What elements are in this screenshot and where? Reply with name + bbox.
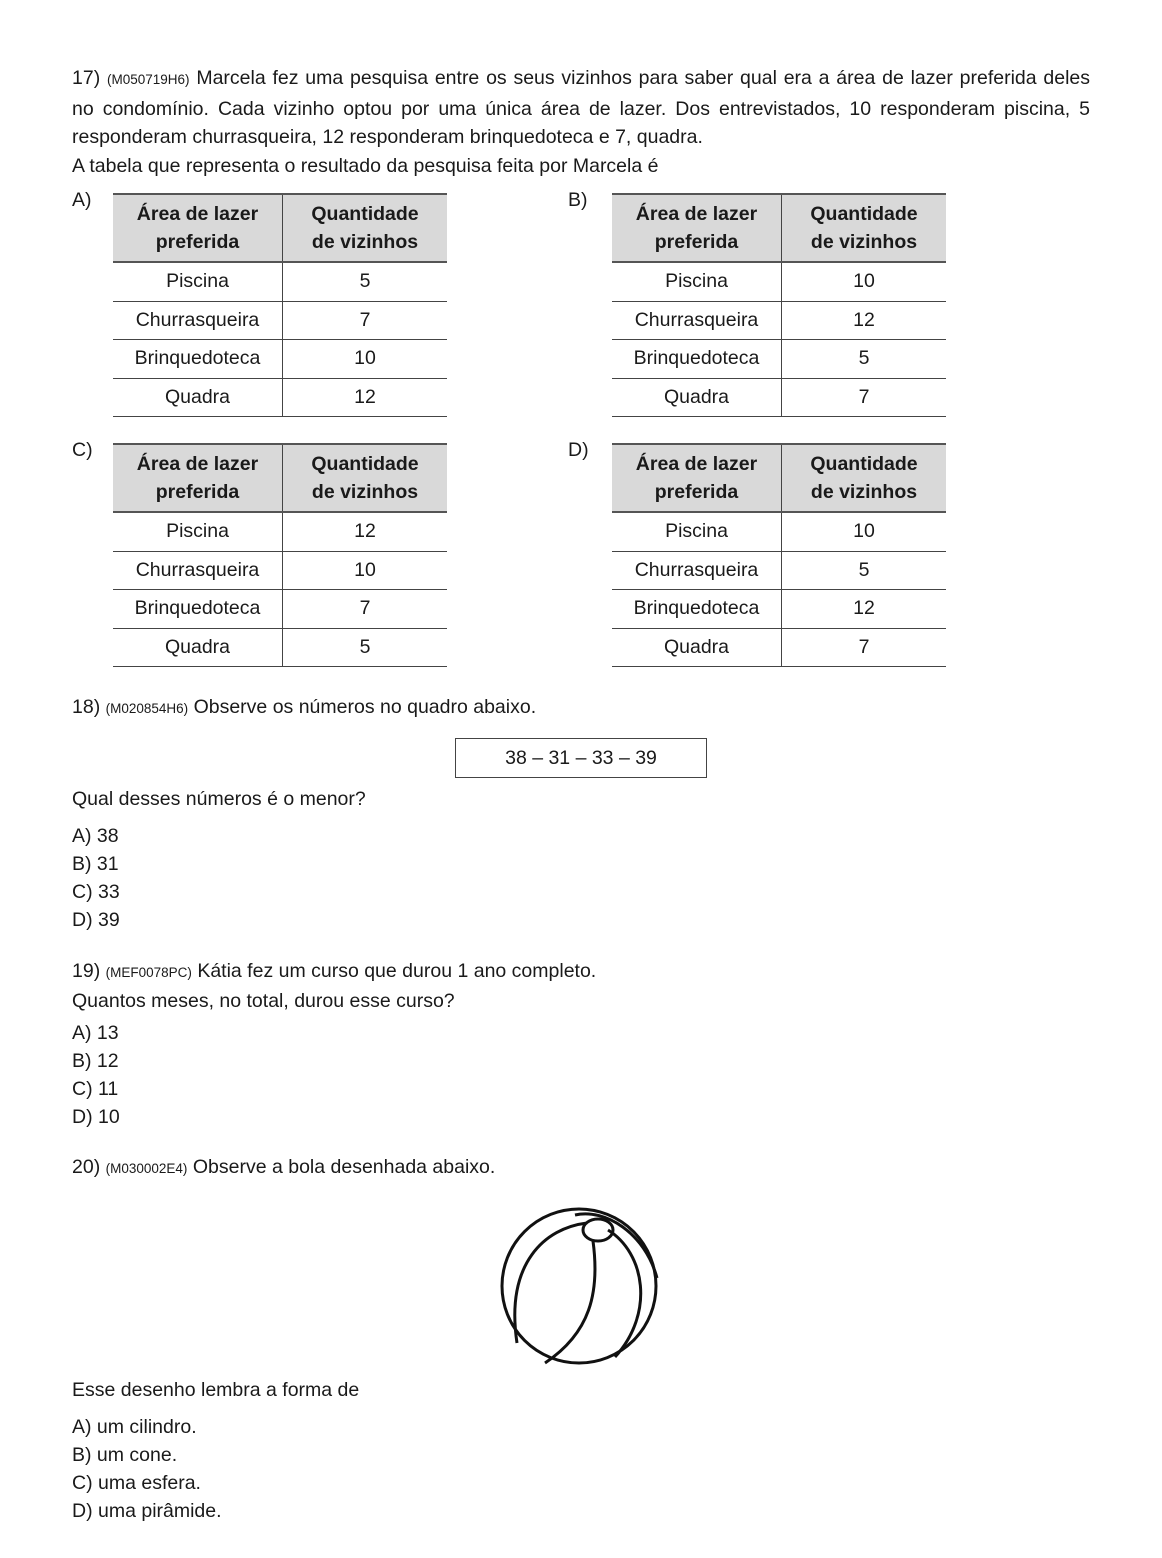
table-cell: 5 <box>283 628 448 667</box>
table-header <box>612 194 946 262</box>
column-header: Quantidade de vizinhos <box>782 444 947 512</box>
question-code: (MEF0078PC) <box>105 965 192 980</box>
question-text: Observe a bola desenhada abaixo. <box>192 1156 496 1178</box>
table-cell: Churrasqueira <box>113 301 283 340</box>
table-cell: Brinquedoteca <box>612 340 782 379</box>
table-cell: 7 <box>283 301 448 340</box>
option-d[interactable]: D) 10 <box>72 1106 120 1128</box>
table-cell: Quadra <box>113 628 283 667</box>
table-cell: 5 <box>782 340 947 379</box>
table-cell: 12 <box>283 512 448 551</box>
table-row <box>113 512 447 551</box>
table-cell: Brinquedoteca <box>113 590 283 629</box>
q19-statement <box>72 957 596 1015</box>
table-cell: 10 <box>782 262 947 301</box>
option-table <box>612 193 946 417</box>
option-c[interactable]: C) 11 <box>72 1078 119 1100</box>
table-cell: 5 <box>782 551 947 590</box>
table-header <box>113 444 447 512</box>
table-row <box>113 628 447 667</box>
table-row <box>612 590 946 629</box>
table-row <box>113 590 447 629</box>
question-number: 20) <box>72 1156 101 1178</box>
option-label[interactable]: C) <box>72 439 93 461</box>
table-cell: 10 <box>782 512 947 551</box>
column-header: Área de lazer preferida <box>113 194 283 262</box>
option-a[interactable]: A) um cilindro. <box>72 1416 197 1438</box>
table-cell: Quadra <box>612 378 782 417</box>
table-row <box>113 301 447 340</box>
question-prompt: A tabela que representa o resultado da pesquisa feita por Marcela é <box>72 154 659 177</box>
option-b[interactable]: B) 31 <box>72 853 119 875</box>
q18-statement <box>72 696 536 719</box>
table-cell: 7 <box>782 628 947 667</box>
table-cell: Piscina <box>612 262 782 301</box>
table-cell: 12 <box>782 301 947 340</box>
table-header <box>612 444 946 512</box>
table-row <box>612 551 946 590</box>
q19-options <box>72 1019 120 1131</box>
table-cell: Churrasqueira <box>113 551 283 590</box>
option-c[interactable]: C) 33 <box>72 881 120 903</box>
option-table <box>612 443 946 667</box>
option-a[interactable]: A) 13 <box>72 1022 119 1044</box>
table-row <box>612 378 946 417</box>
table-cell: Brinquedoteca <box>612 590 782 629</box>
question-code: (M030002E4) <box>105 1161 188 1176</box>
table-row <box>113 340 447 379</box>
table-cell: Churrasqueira <box>612 551 782 590</box>
table-row <box>113 378 447 417</box>
table-cell: Piscina <box>612 512 782 551</box>
table-row <box>612 340 946 379</box>
table-cell: 10 <box>283 551 448 590</box>
table-cell: Churrasqueira <box>612 301 782 340</box>
question-code: (M050719H6) <box>106 72 190 87</box>
table-header <box>113 194 447 262</box>
table-cell: Piscina <box>113 512 283 551</box>
table-cell: 7 <box>782 378 947 417</box>
question-number: 18) <box>72 696 101 718</box>
table-row <box>612 512 946 551</box>
table-row <box>113 262 447 301</box>
question-number: 17) <box>72 67 101 89</box>
q20-options <box>72 1413 222 1525</box>
question-prompt: Quantos meses, no total, durou esse curso? <box>72 990 455 1012</box>
option-d[interactable]: D) 39 <box>72 909 120 931</box>
table-row <box>612 301 946 340</box>
table-cell: Quadra <box>113 378 283 417</box>
option-c[interactable]: C) uma esfera. <box>72 1472 201 1494</box>
q18-options <box>72 822 120 934</box>
table-cell: 5 <box>283 262 448 301</box>
table-cell: 12 <box>283 378 448 417</box>
option-label[interactable]: D) <box>568 439 589 461</box>
question-code: (M020854H6) <box>105 701 189 716</box>
table-cell: 10 <box>283 340 448 379</box>
table-cell: 12 <box>782 590 947 629</box>
table-cell: Brinquedoteca <box>113 340 283 379</box>
option-b[interactable]: B) 12 <box>72 1050 119 1072</box>
column-header: Área de lazer preferida <box>612 444 782 512</box>
option-table <box>113 193 447 417</box>
column-header: Área de lazer preferida <box>612 194 782 262</box>
table-row <box>612 628 946 667</box>
column-header: Área de lazer preferida <box>113 444 283 512</box>
table-cell: Quadra <box>612 628 782 667</box>
q20-question: Esse desenho lembra a forma de <box>72 1379 360 1401</box>
option-d[interactable]: D) uma pirâmide. <box>72 1500 222 1522</box>
column-header: Quantidade de vizinhos <box>283 444 448 512</box>
table-cell: 7 <box>283 590 448 629</box>
option-label[interactable]: A) <box>72 189 92 211</box>
option-a[interactable]: A) 38 <box>72 825 119 847</box>
column-header: Quantidade de vizinhos <box>283 194 448 262</box>
column-header: Quantidade de vizinhos <box>782 194 947 262</box>
question-text: Kátia fez um curso que durou 1 ano completo. <box>197 960 597 982</box>
option-b[interactable]: B) um cone. <box>72 1444 178 1466</box>
question-number: 19) <box>72 960 101 982</box>
option-table <box>113 443 447 667</box>
q20-statement <box>72 1156 495 1179</box>
question-text: Observe os números no quadro abaixo. <box>193 696 537 718</box>
q17-statement <box>72 64 1090 180</box>
table-row <box>612 262 946 301</box>
question-text: Marcela fez uma pesquisa entre os seus vizinhos para saber qual era a área de lazer preferida deles no condomínio. Cada vizinho optou por uma única área de lazer. Dos entrevistados, 10 responderam piscina, 5 responderam churrasqueira, 12 responderam brinquedoteca e 7, quadra. <box>72 67 1090 148</box>
table-cell: Piscina <box>113 262 283 301</box>
number-box: 38 – 31 – 33 – 39 <box>455 738 707 778</box>
table-row <box>113 551 447 590</box>
option-label[interactable]: B) <box>568 189 588 211</box>
q18-question: Qual desses números é o menor? <box>72 788 366 810</box>
beach-ball-illustration <box>495 1203 665 1371</box>
